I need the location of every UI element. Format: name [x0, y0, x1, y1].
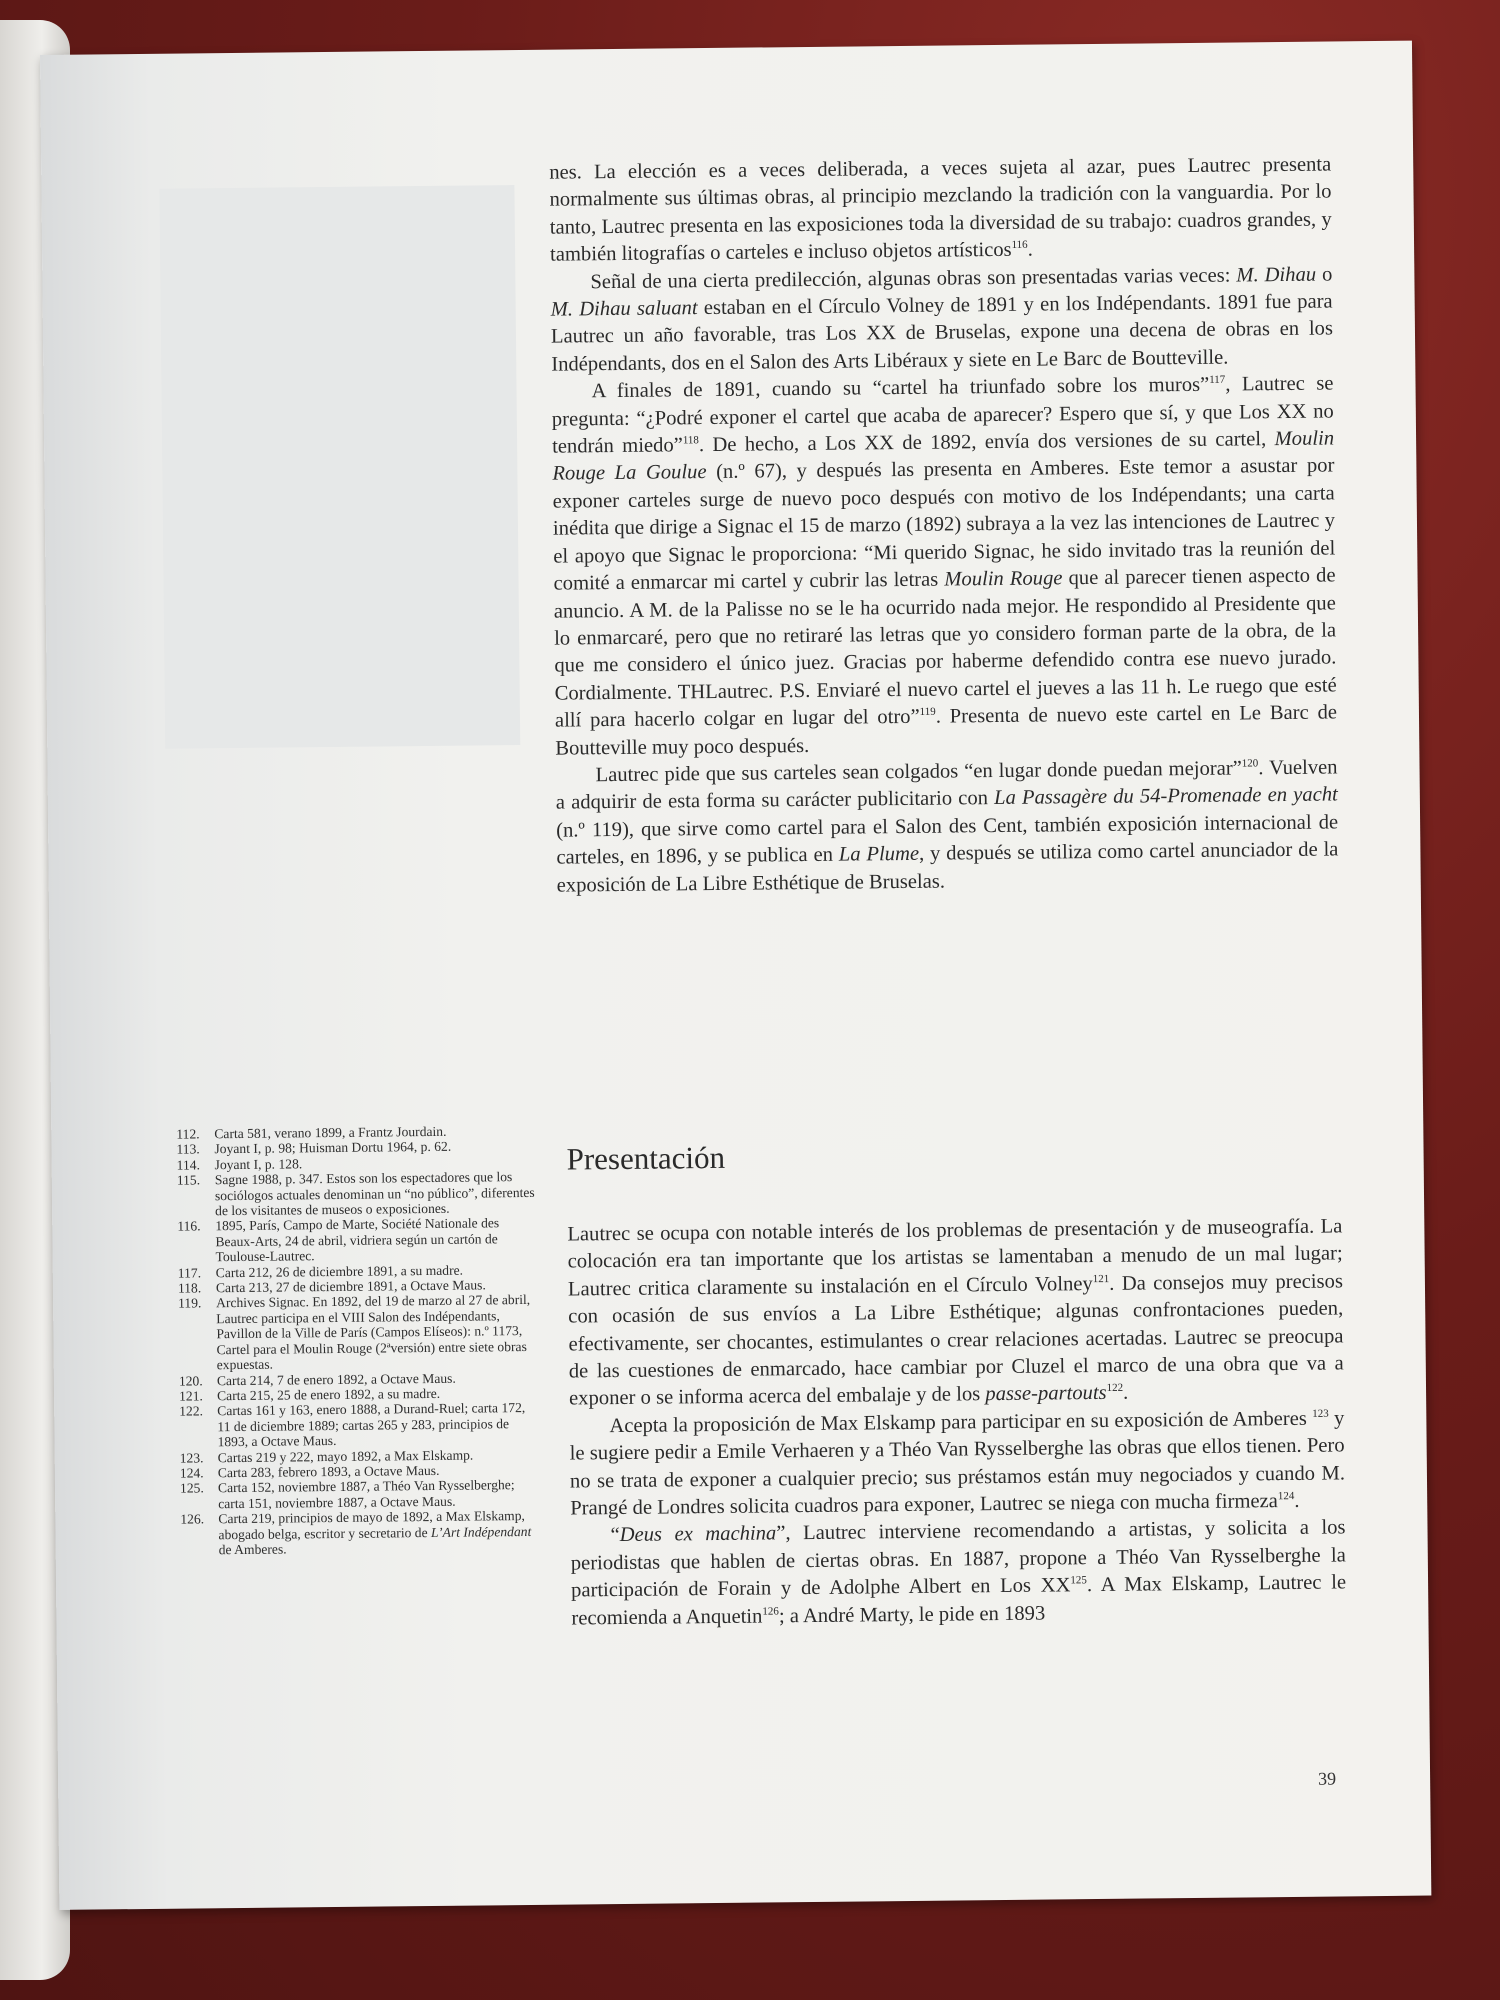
page-number: 39 [1318, 1768, 1337, 1789]
section-paragraph-3: “Deus ex machina”, Lautrec interviene recomendando a artistas, y solicita a los periodistas que hablen de ciertas obras. En 1887, propone a Théo Van Rysselberghe la participación de Forain y de Adolphe Albert en Los XX$^{125}$. A Max Elskamp, Lautrec le recomienda a Anquetin$^{126}$; a André Marty, le pide en 1893 [570, 1516, 1347, 1630]
footnote: 121. Carta 215, 25 de enero 1892, a su madre. [178, 1385, 441, 1404]
section-paragraph-1: Lautrec se ocupa con notable interés de los problemas de presentación y de museografía. La colocación era tan importante que los artistas se lamentaban a menudo de un mal lugar; Lautrec critica claramente su instalación en el Círculo Volney$^{121}$. Da consejos muy precisos con ocasión de sus envíos a La Libre Esthétique; algunas confrontaciones pueden, efectivamente, ser chocantes, estimulantes o crear relaciones acertadas. Lautrec se preocupa de las cuestiones de enmarcado, hace cambiar por Cluzel el marco de una obra que va a exponer o se informa acerca del embalaje y de los passe-partouts$^{122}$. [567, 1215, 1344, 1410]
footnote: 124. Carta 283, febrero 1893, a Octave Maus. [179, 1462, 440, 1481]
section-paragraph-2: Acepta la proposición de Max Elskamp para participar en su exposición de Amberes $^{123}$ y le sugiere pedir a Emile Verhaeren y a Théo Van Rysselberghe las obras que ellos tienen. Pero no se trata de exponer a cualquier precio; sus préstamos están muy negociados y cuando M. Prangé de Londres solicita cuadros para exponer, Lautrec se niega con mucha firmeza$^{124}$. [569, 1407, 1346, 1520]
paragraph-2: Señal de una cierta predilección, algunas obras son presentadas varias veces: M. Dihau o M. Dihau saluant estaban en el Círculo Volney de 1891 y en los Indépendants. 1891 fue para Lautrec un año favorable, tras Los XX de Bruselas, expone una decena de obras en los Indépendants, dos en el Salon des Arts Libéraux y siete en Le Barc de Boutteville. [550, 263, 1334, 376]
footnote: 113. Joyant I, p. 98; Huisman Dortu 1964, p. 62. [176, 1139, 452, 1158]
footnotes-list [176, 1123, 540, 1558]
footnote: 119. Archives Signac. En 1892, del 19 de marzo al 27 de abril, Lautrec participa en el VIII Salon des Indépendants, Pavillon de la Ville de París (Campos Elíseos): n.º 1173, Cartel para el Moulin Rouge (2ªversión) entre siete obras expuestas. [178, 1292, 531, 1373]
footnote: 125. Carta 152, noviembre 1887, a Théo Van Rysselberghe; carta 151, noviembre 1887, a Octave Maus. [179, 1477, 515, 1511]
section-text-column [567, 1213, 1346, 1632]
paragraph-1: nes. La elección es a veces deliberada, a veces sujeta al azar, pues Lautrec presenta normalmente sus últimas obras, al principio mezclando la tradición con la vanguardia. Por lo tanto, Lautrec presenta en las exposiciones toda la diversidad de su trabajo: cuadros grandes, y también litografías o carteles e incluso objetos artísticos$^{116}$. [549, 153, 1332, 266]
footnote: 115. Sagne 1988, p. 347. Estos son los espectadores que los sociólogos actuales denominan un “no público”, diferentes de los visitantes de museos o exposiciones. [176, 1169, 535, 1219]
footnote: 126. Carta 219, principios de mayo de 1892, a Max Elskamp, abogado belga, escritor y secretario de L’Art Indépendant de Amberes. [180, 1508, 532, 1558]
footnote: 120. Carta 214, 7 de enero 1892, a Octave Maus. [178, 1370, 456, 1389]
footnote: 117. Carta 212, 26 de diciembre 1891, a su madre. [177, 1262, 464, 1281]
main-text-column [549, 151, 1339, 899]
book-page [40, 41, 1431, 1910]
section-heading: Presentación [566, 1139, 726, 1177]
image-placeholder-block [159, 185, 520, 749]
footnote: 116. 1895, París, Campo de Marte, Société Nationale des Beaux-Arts, 24 de abril, vidriera según un cartón de Toulouse-Lautrec. [177, 1215, 500, 1265]
paragraph-4: Lautrec pide que sus carteles sean colgados “en lugar donde puedan mejorar”$^{120}$. Vuelven a adquirir de esta forma su carácter publicitario con La Passagère du 54-Promenade en yacht (n.º 119), que sirve como cartel para el Salon des Cent, también exposición internacional de carteles, en 1896, y se publica en La Plume, y después se utiliza como cartel anunciador de la exposición de La Libre Esthétique de Bruselas. [555, 756, 1339, 897]
footnote: 118. Carta 213, 27 de diciembre 1891, a Octave Maus. [177, 1277, 486, 1296]
footnote: 123. Cartas 219 y 222, mayo 1892, a Max Elskamp. [179, 1447, 474, 1466]
footnote: 112. Carta 581, verano 1899, a Frantz Jourdain. [176, 1123, 447, 1142]
footnote: 114. Joyant I, p. 128. [176, 1156, 303, 1173]
footnote: 122. Cartas 161 y 163, enero 1888, a Durand-Ruel; carta 172, 11 de diciembre 1889; cartas 265 y 283, principios de 1893, a Octave Maus. [179, 1400, 526, 1450]
paragraph-3: A finales de 1891, cuando su “cartel ha triunfado sobre los muros”$^{117}$, Lautrec se pregunta: “¿Podré exponer el cartel que acaba de aparecer? Espero que sí, y que Los XX no tendrán miedo”$^{118}$. De hecho, a Los XX de 1892, envía dos versiones de su cartel, Moulin Rouge La Goulue (n.º 67), y después las presenta en Amberes. Este temor a asustar por exponer carteles surge de nuevo poco después con motivo de los Indépendants; una carta inédita que dirige a Signac el 15 de marzo (1892) subraya a la vez las intenciones de Lautrec y el apoyo que Signac le proporciona: “Mi querido Signac, he sido invitado tras la reunión del comité a enmarcar mi cartel y cubrir las letras Moulin Rouge que al parecer tienen aspecto de anuncio. A M. de la Palisse no se le ha ocurrido nada mejor. He respondido al Presidente que lo enmarcaré, pero que no retiraré las letras que yo considero forman parte de la obra, de la que me considero el único juez. Gracias por haberme defendido contra ese nuevo jurado. Cordialmente. THLautrec. P.S. Enviaré el nuevo cartel el jueves a las 11 h. Le ruego que esté allí para hacerlo colgar en lugar del otro”$^{119}$. Presenta de nuevo este cartel en Le Barc de Boutteville muy poco después. [551, 372, 1338, 760]
